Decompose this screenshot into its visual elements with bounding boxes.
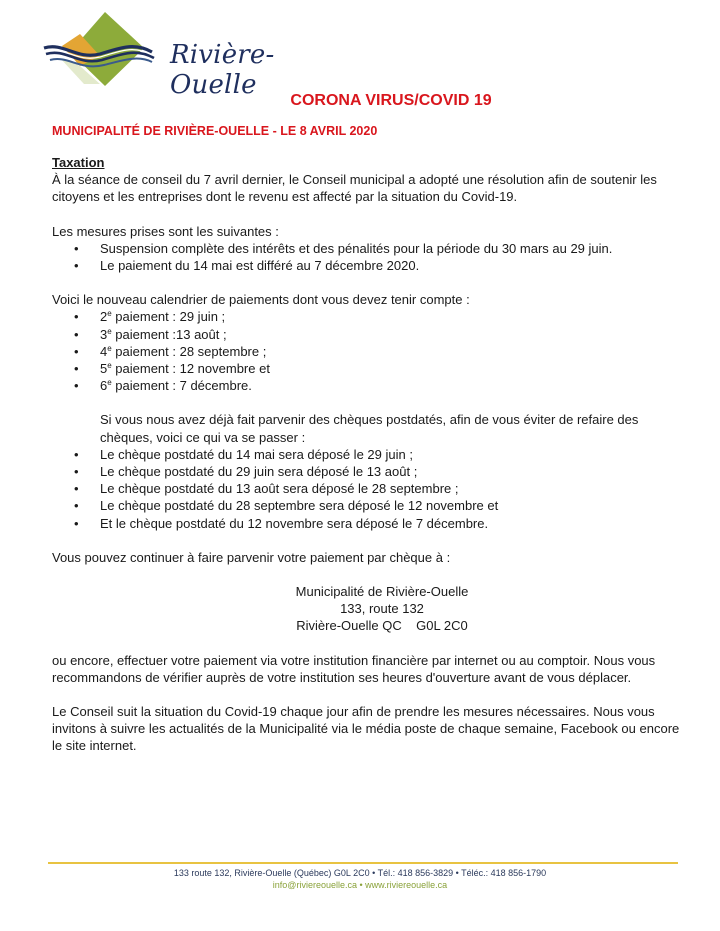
document-body [52, 154, 682, 755]
mail-intro: Vous pouvez continuer à faire parvenir votre paiement par chèque à : [52, 549, 451, 565]
list-item: • 4e paiement : 28 septembre ; [74, 343, 267, 359]
section-heading: Taxation [52, 155, 105, 170]
cheques-intro: Si vous nous avez déjà fait parvenir des chèques postdatés, afin de vous éviter de refaire des chèques, voici ce qui va se passer : [100, 412, 639, 445]
logo-text: Rivière-Ouelle [170, 40, 275, 100]
bullet-icon: • [74, 378, 79, 394]
footer-email-link[interactable]: info@riviereouelle.ca [272, 880, 357, 890]
bullet-icon: • [74, 498, 79, 514]
online-payment-paragraph: ou encore, effectuer votre paiement via votre institution financière par internet ou au comptoir. Nous vous recommandons de vérifier auprès de votre institution ses heures d'ouverture avant de vous déplacer. [52, 652, 656, 685]
postdated-cheques-list [52, 446, 682, 532]
list-item: • Le chèque postdaté du 28 septembre sera déposé le 12 novembre et [74, 498, 499, 514]
list-item: • Le chèque postdaté du 13 août sera déposé le 28 septembre ; [74, 481, 459, 497]
footer-divider [48, 862, 678, 864]
bullet-icon: • [74, 326, 79, 342]
list-item: • 6e paiement : 7 décembre. [74, 378, 252, 394]
list-item: • Et le chèque postdaté du 12 novembre sera déposé le 7 décembre. [74, 515, 489, 531]
list-item: • Le chèque postdaté du 14 mai sera déposé le 29 juin ; [74, 446, 413, 462]
list-item: • Le paiement du 14 mai est différé au 7 décembre 2020. [74, 258, 420, 274]
list-item: • 5e paiement : 12 novembre et [74, 361, 270, 377]
list-item: • 3e paiement :13 août ; [74, 326, 227, 342]
bullet-icon: • [74, 515, 79, 531]
bullet-icon: • [74, 240, 79, 256]
bullet-icon: • [74, 309, 79, 325]
page-subtitle: MUNICIPALITÉ DE RIVIÈRE-OUELLE - LE 8 AVRIL 2020 [52, 124, 378, 138]
logo [40, 8, 330, 100]
bullet-icon: • [74, 464, 79, 480]
footer-contact: info@riviereouelle.ca • www.riviereouelle.ca [272, 880, 448, 890]
river-diamond-logo-icon [40, 8, 165, 90]
intro-paragraph: À la séance de conseil du 7 avril dernier, le Conseil municipal a adopté une résolution afin de soutenir les citoyens et les entreprises dont le revenu est affecté par la situation du Covid-19. [52, 172, 657, 205]
measures-list [52, 240, 682, 274]
footer-address: 133 route 132, Rivière-Ouelle (Québec) G0L 2C0 • Tél.: 418 856-3829 • Téléc.: 418 856-1790 [173, 868, 547, 878]
closing-paragraph: Le Conseil suit la situation du Covid-19 chaque jour afin de prendre les mesures nécessaires. Nous vous invitons à suivre les actualités de la Municipalité via le média poste de chaque semaine, Facebook ou encore le site internet. [52, 704, 680, 754]
bullet-icon: • [74, 446, 79, 462]
payment-calendar-list [52, 308, 682, 394]
footer-website-link[interactable]: www.riviereouelle.ca [365, 880, 448, 890]
bullet-icon: • [74, 258, 79, 274]
list-item: • Le chèque postdaté du 29 juin sera déposé le 13 août ; [74, 464, 418, 480]
bullet-icon: • [74, 481, 79, 497]
mailing-address: Municipalité de Rivière-Ouelle 133, route 132 Rivière-Ouelle QC G0L 2C0 [295, 584, 469, 634]
list-item: • Suspension complète des intérêts et des pénalités pour la période du 30 mars au 29 juin. [74, 240, 613, 256]
footer [0, 867, 720, 891]
measures-intro: Les mesures prises sont les suivantes : [52, 223, 279, 239]
list-item: • 2e paiement : 29 juin ; [74, 309, 226, 325]
calendar-intro: Voici le nouveau calendrier de paiements dont vous devez tenir compte : [52, 292, 470, 308]
bullet-icon: • [74, 361, 79, 377]
bullet-icon: • [74, 343, 79, 359]
page-title: CORONA VIRUS/COVID 19 [290, 92, 492, 109]
